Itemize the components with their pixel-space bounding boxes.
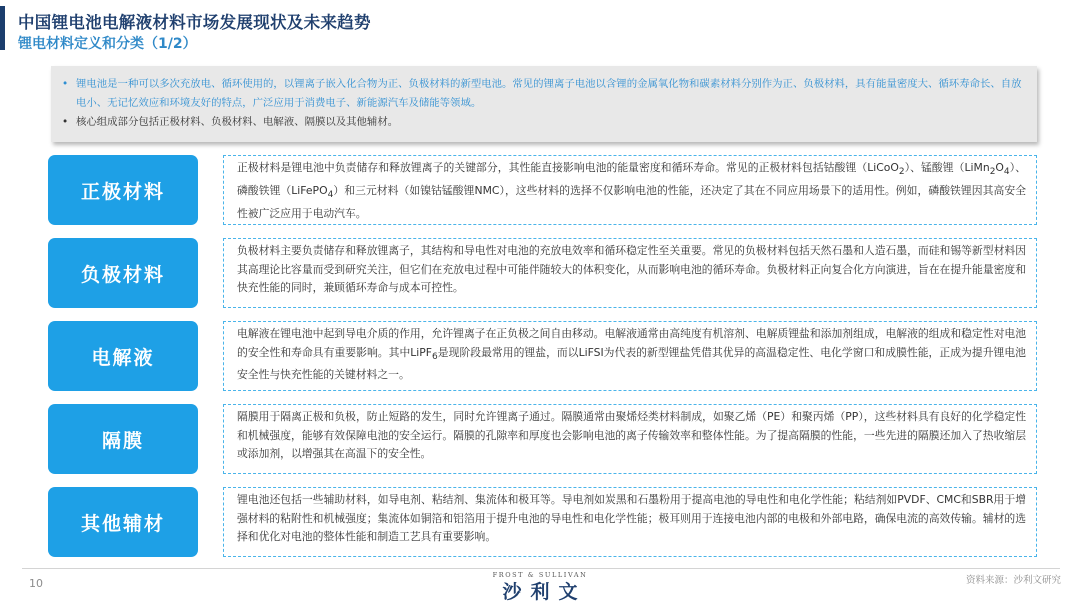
summary-text-2: 核心组成部分包括正极材料、负极材料、电解液、隔膜以及其他辅材。 (76, 116, 399, 128)
page-title: 中国锂电池电解液材料市场发展现状及未来趋势 (18, 13, 371, 32)
logo-chinese-name: 沙利文 (502, 581, 587, 603)
title-accent-bar (0, 6, 5, 50)
summary-text-1: 锂电池是一种可以多次充放电、循环使用的，以锂离子嵌入化合物为正、负极材料的新型电池。常见的锂离子电池以含锂的金属氧化物和碳素材料分别作为正、负极材料，具有能量密度大、循环寿命长、自放电小、无记忆效应和环境友好的特点，广泛应用于消费电子、新能源汽车及储能等领域。 (76, 78, 1022, 109)
material-label: 电解液 (48, 321, 198, 391)
material-row-other (48, 487, 1038, 557)
summary-line-1 (62, 75, 1025, 113)
material-label: 隔膜 (48, 404, 198, 474)
material-description: 负极材料主要负责储存和释放锂离子，其结构和导电性对电池的充放电效率和循环稳定性至关重要。常见的负极材料包括天然石墨和人造石墨，而硅和锡等新型材料因其高理论比容量而受到研究关注，但它们在充放电过程中可能伴随较大的体积变化，从而影响电池的循环寿命。负极材料正向复合化方向演进，旨在在提升能量密度和快充性能的同时，兼顾循环寿命与成本可控性。 (223, 238, 1037, 308)
footer-divider (22, 568, 1060, 569)
frost-sullivan-logo (480, 571, 600, 605)
material-row-electrolyte (48, 321, 1038, 391)
material-description: 锂电池还包括一些辅助材料，如导电剂、粘结剂、集流体和极耳等。导电剂如炭黑和石墨粉用于提高电池的导电性和电化学性能；粘结剂如PVDF、CMC和SBR用于增强材料的粘附性和机械强度；集流体如铜箔和铝箔用于提升电池的导电性和电化学性能；极耳则用于连接电池内部的电极和外部电路，确保电流的高效传输。辅材的选择和优化对电池的整体性能和制造工艺具有重要影响。 (223, 487, 1037, 557)
material-label: 负极材料 (48, 238, 198, 308)
bullet-icon: • (62, 78, 69, 90)
material-description: 电解液在锂电池中起到导电介质的作用，允许锂离子在正负极之间自由移动。电解液通常由高纯度有机溶剂、电解质锂盐和添加剂组成，电解液的组成和稳定性对电池的安全性和寿命具有重要影响。其中LiPF$_6$是现阶段最常用的锂盐，而以LiFSI为代表的新型锂盐凭借其优异的高温稳定性、电化学窗口和成膜性能，正成为提升锂电池安全性与快充性能的关键材料之一。 (223, 321, 1037, 391)
material-description: 隔膜用于隔离正极和负极，防止短路的发生，同时允许锂离子通过。隔膜通常由聚烯烃类材料制成，如聚乙烯（PE）和聚丙烯（PP），这些材料具有良好的化学稳定性和机械强度，能够有效保障电池的安全运行。隔膜的孔隙率和厚度也会影响电池的离子传输效率和整体性能。为了提高隔膜的性能，一些先进的隔膜还加入了热收缩层或添加剂，以增强其在高温下的安全性。 (223, 404, 1037, 474)
material-description: 正极材料是锂电池中负责储存和释放锂离子的关键部分，其性能直接影响电池的能量密度和循环寿命。常见的正极材料包括钴酸锂（LiCoO$_2$）、锰酸锂$(LiMn_2O_4)$、磷酸铁锂（LiFePO$_4$）和三元材料（如镍钴锰酸锂NMC），这些材料的选择不仅影响电池的性能，还决定了其在不同应用场景下的适用性。例如，磷酸铁锂因其高安全性被广泛应用于电动汽车。 (223, 155, 1037, 225)
logo-wordmark: FROST & SULLIVAN (492, 571, 588, 579)
summary-line-2 (62, 113, 1025, 132)
material-label: 正极材料 (48, 155, 198, 225)
page-subtitle: 锂电材料定义和分类（1/2） (18, 36, 197, 52)
material-row-anode (48, 238, 1038, 308)
material-label: 其他辅材 (48, 487, 198, 557)
source-note: 资料来源：沙利文研究 (965, 575, 1061, 586)
material-row-cathode (48, 155, 1038, 225)
page-number: 10 (29, 577, 43, 590)
summary-box (51, 66, 1037, 142)
bullet-icon: • (62, 116, 69, 128)
material-row-separator (48, 404, 1038, 474)
